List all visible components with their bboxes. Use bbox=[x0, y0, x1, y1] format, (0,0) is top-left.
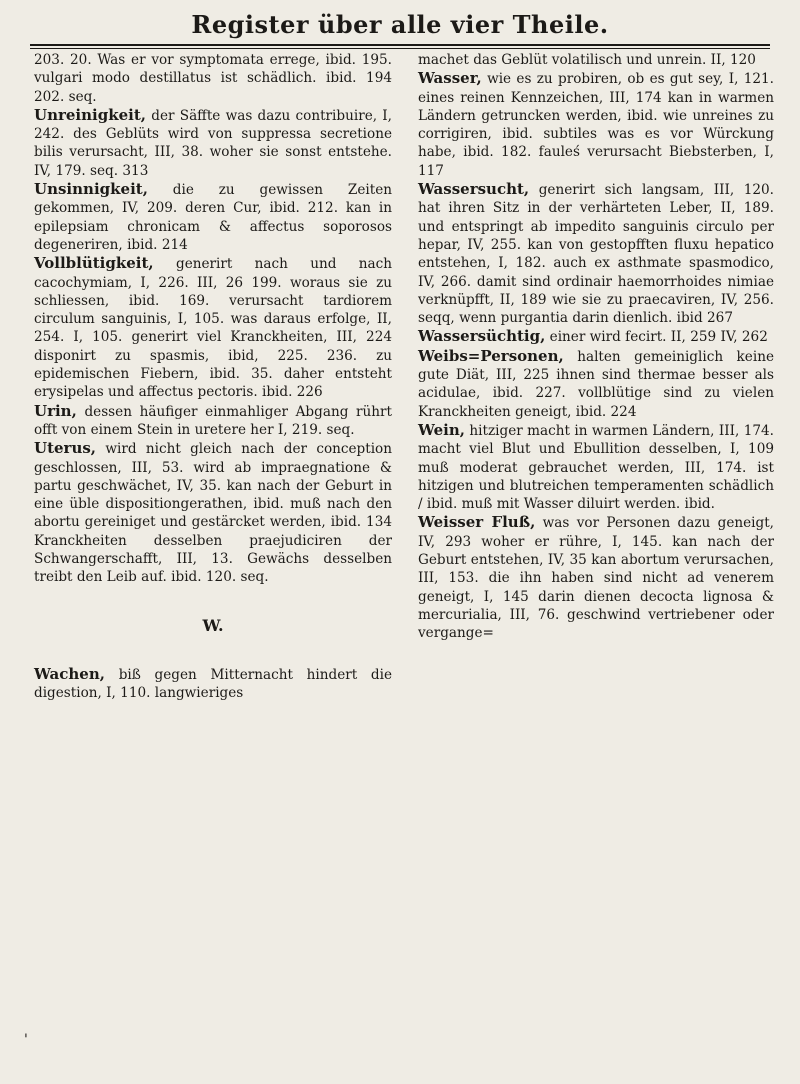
index-entry: Urin, dessen häufiger einmahliger Abgang rührt offt von einem Stein in uretere her I, 219. seq. bbox=[34, 401, 392, 438]
index-entry: Wachen, biß gegen Mitternacht hindert die digestion, I, 110. langwieriges bbox=[34, 664, 392, 702]
right-column bbox=[418, 50, 774, 643]
index-entry: Wasser, wie es zu probiren, ob es gut sey, I, 121. eines reinen Kennzeichen, III, 174 kan in warmen Ländern getruncken werden, ibid. wie unreines zu corrigiren, ibid. subtiles was es vor Würckung habe, ibid. 182. fauleś verursacht Biebsterben, I, 117 bbox=[418, 69, 774, 179]
index-entry: 203. 20. Was er vor symptomata errege, ibid. 195. vulgari modo destillatus ist schädlich. ibid. 194 202. seq. bbox=[34, 52, 392, 105]
index-entry: Weisser Fluß, was vor Personen dazu geneigt, IV, 293 woher er rühre, I, 145. kan nach der Geburt entstehen, IV, 35 kan abortum verursachen, III, 153. die ihn haben sind nicht ad venerem geneigt, I, 145 darin dienen decocta lignosa & mercurialia, III, 76. geschwind vertriebener oder vergange= bbox=[418, 513, 775, 642]
index-entry: Wein, hitziger macht in warmen Ländern, III, 174. macht viel Blut und Ebullition desselben, I, 109 muß moderat gebrauchet werden, III, 174. ist hitzigen und blutreichen temperamenten schädlich / ibid. muß mit Wasser diluirt werden. ibid. bbox=[418, 420, 774, 513]
index-entry: Wassersüchtig, einer wird fecirt. II, 259 IV, 262 bbox=[418, 327, 768, 346]
index-entry: Wassersucht, generirt sich langsam, III, 120. hat ihren Sitz in der verhärteten Leber, II, 189. und entspringt ab impedito sanguinis circulo per hepar, IV, 255. kan von gestopfften fluxu hepatico entstehen, I, 182. auch ex asthmate spasmodico, IV, 266. damit sind ordinair haemorrhoides nimiae verknüpfft, II, 189 wie sie zu praecaviren, IV, 256. seqq, wenn purgantia darin dienlich. ibid 267 bbox=[418, 180, 774, 327]
section-letter: W. bbox=[202, 615, 224, 635]
index-entry: Vollblütigkeit, generirt nach und nach cacochymiam, I, 226. III, 26 199. woraus sie zu schliessen, ibid. 169. verursacht tardiorem circulum sanguinis, I, 105. was daraus erfolge, II, 254. I, 105. generirt viel Kranckheiten, III, 224 disponirt zu spasmis, ibid, 225. 236. zu epidemischen Fiebern, ibid. 35. daher entsteht erysipelas und affectus pectoris. ibid. 226 bbox=[34, 254, 393, 401]
left-column bbox=[34, 50, 392, 703]
index-entry: machet das Geblüt volatilisch und unrein. II, 120 bbox=[418, 52, 756, 68]
index-entry: Unreinigkeit, der Säffte was dazu contribuire, I, 242. des Geblüts wird von suppressa secretione bilis verursacht, III, 38. woher sie sonst entstehe. IV, 179. seq. 313 bbox=[34, 105, 392, 179]
index-entry: Weibs=Personen, halten gemeiniglich keine gute Diät, III, 225 ihnen sind thermae besser als acidulae, ibid. 227. vollblütige sind zu vielen Kranckheiten geneigt, ibid. 224 bbox=[418, 346, 774, 420]
header-rule bbox=[30, 44, 770, 46]
index-entry: Uterus, wird nicht gleich nach der conception geschlossen, III, 53. wird ab impraegnatione & partu geschwächet, IV, 35. kan nach der Geburt in eine üble dispositiongerathen, ibid. muß nach den abortu gereiniget und gestärcket werden, ibid. 134 Kranckheiten desselben praejudiciren der Schwangerschafft, III, 13. Gewächs desselben treibt den Leib auf. ibid. 120. seq. bbox=[34, 439, 392, 586]
margin-mark: ' bbox=[24, 1032, 28, 1048]
header-rule-thin bbox=[30, 48, 770, 49]
index-entry: Unsinnigkeit, die zu gewissen Zeiten gekommen, IV, 209. deren Cur, ibid. 212. kan in epilepsiam chronicam & affectus soporosos degeneriren, ibid. 214 bbox=[34, 180, 392, 253]
page-title: Register über alle vier Theile. bbox=[191, 10, 609, 39]
